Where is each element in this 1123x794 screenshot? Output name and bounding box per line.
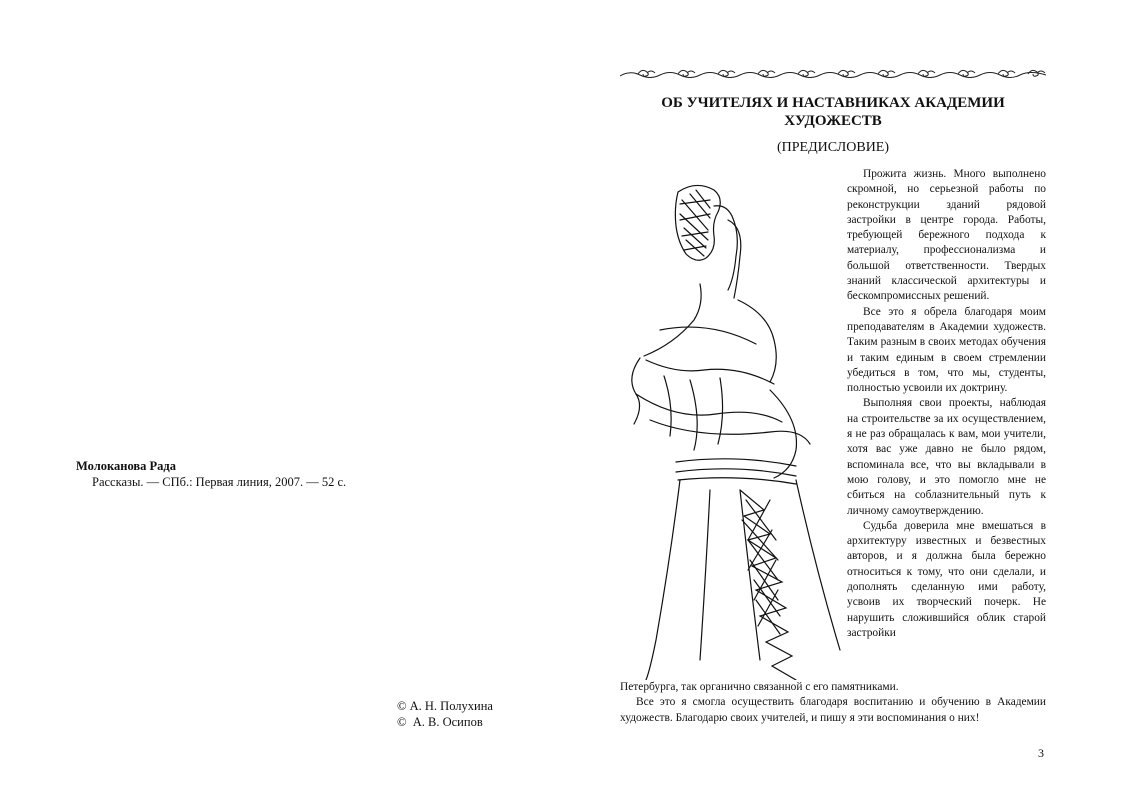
- woman-sketch-illustration: [620, 180, 850, 680]
- page-number: 3: [1038, 746, 1044, 760]
- copyright-line: © А. В. Осипов: [397, 715, 483, 729]
- bibliographic-entry: [76, 458, 346, 490]
- chapter-title: [620, 94, 1046, 130]
- preface-final-paragraph: Все это я смогла осуществить благодаря воспитанию и обучению в Академии художеств. Благодарю своих учителей, и пишу я эти воспоминания о них!: [620, 696, 1046, 724]
- preface-paragraph: Выполняя свои проекты, наблюдая на строительстве за их осуществлением, я не раз обращалась к вам, мои учители, хотя вас уже давно не было рядом, вспоминала все, что вы вкладывали в мою голову, и это помогло мне не сбиться на соблазнительный путь к личному самоутверждению.: [847, 397, 1046, 517]
- preface-paragraph: Судьба доверила мне вмешаться в архитектуру известных и безвестных авторов, и я должна была бережно относиться к тому, что они сделали, и дополнять сделанную ими работу, усвоив их творческий почерк. Не нарушить сложившийся облик старой застройки: [847, 519, 1046, 639]
- copyright-block: [397, 698, 493, 730]
- chapter-title-line: ОБ УЧИТЕЛЯХ И НАСТАВНИКАХ АКАДЕМИИ: [661, 95, 1005, 111]
- chapter-title-line: ХУДОЖЕСТВ: [784, 113, 882, 129]
- left-page: [0, 0, 561, 794]
- copyright-line: © А. Н. Полухина: [397, 699, 493, 713]
- floral-ornament-icon: [620, 66, 1046, 80]
- preface-paragraph: Прожита жизнь. Много выполнено скромной, но серьезной работы по реконструкции зданий рядовой застройки в центре города. Работы, требующей бережного подхода к материалу, профессионализма и большой ответственности. Твердых знаний классической архитектуры и бескомпромиссных решений.: [847, 168, 1046, 303]
- preface-continuation: Петербурга, так органично связанной с его памятниками.: [620, 681, 899, 693]
- book-description: Рассказы. — СПб.: Первая линия, 2007. — 52 с.: [92, 475, 347, 489]
- preface-column: [847, 167, 1046, 641]
- chapter-subtitle: (ПРЕДИСЛОВИЕ): [776, 140, 890, 155]
- preface-bottom: [620, 680, 1046, 726]
- author-name: Молоканова Рада: [76, 459, 176, 473]
- preface-paragraph: Все это я обрела благодаря моим преподавателям в Академии художеств. Таким разным в своих методах обучения и таким единым в своем стремлении убедиться в том, что мы, студенты, полностью усвоили их доктрину.: [847, 305, 1046, 395]
